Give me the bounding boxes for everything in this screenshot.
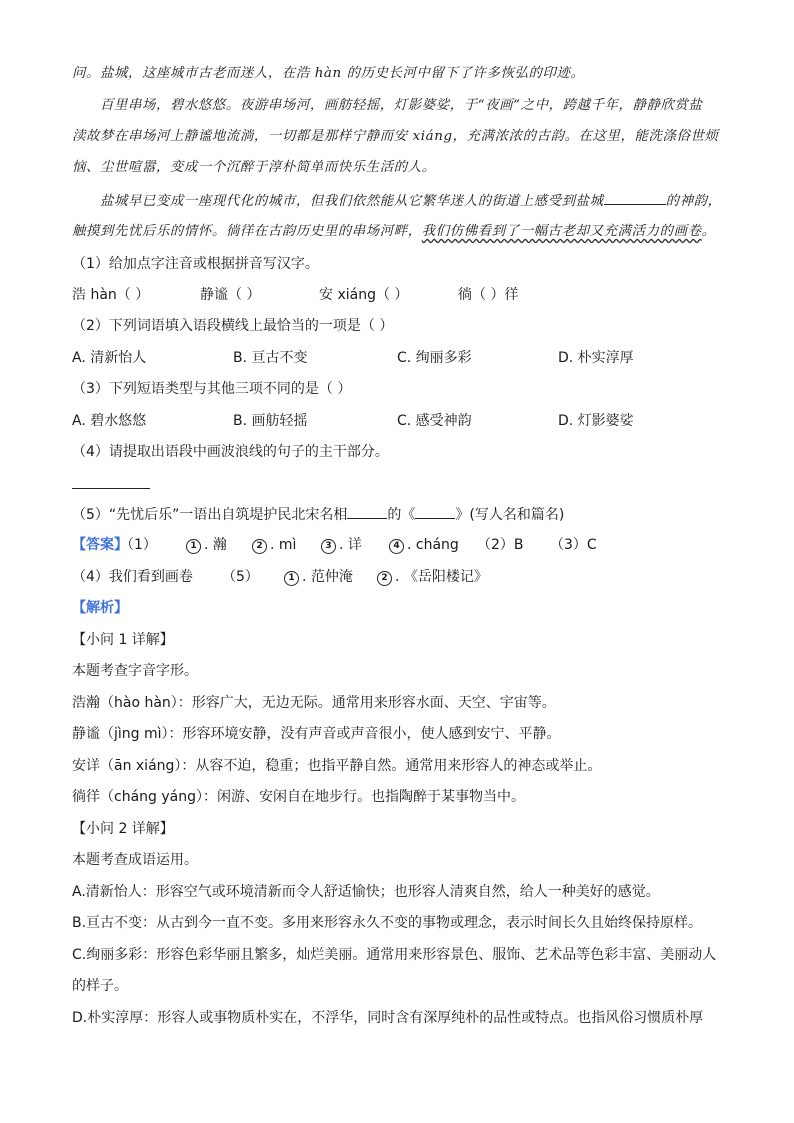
answer-q5-1 (284, 567, 353, 587)
q2-option-b: B. 亘古不变 (233, 350, 308, 366)
answer-text: . 详 (339, 537, 362, 553)
analysis-line: 静谧（jìng mì）：形容环境安静，没有声音或声音很小，使人感到安宁、平静。 (72, 726, 561, 742)
q5-text: 》(写人名和篇名) (455, 507, 565, 523)
answer-label: 【答案】 (72, 537, 128, 553)
answer-text: . 《岳阳楼记》 (395, 569, 488, 585)
question-5-stem (72, 504, 722, 525)
analysis-line: B.亘古不变：从古到今一直不变。多用来形容永久不变的事物或理念，表示时间长久且始终保持原样。 (72, 915, 703, 931)
q1-item: 浩 hàn（ ） (72, 287, 150, 303)
question-4-stem: （4）请提取出语段中画波浪线的句子的主干部分。 (72, 444, 389, 460)
analysis-label: 【解析】 (72, 600, 128, 616)
section-title: 【小问 1 详解】 (72, 632, 174, 648)
answer-line (72, 488, 150, 489)
circled-number: 1 (284, 571, 299, 586)
question-2-stem: （2）下列词语填入语段横线上最恰当的一项是（ ） (72, 318, 394, 334)
answer-q1-4 (389, 535, 459, 555)
fill-blank (347, 504, 387, 519)
answer-q1-1 (186, 535, 227, 555)
passage-line (72, 222, 722, 242)
answer-q1-2 (252, 535, 296, 555)
answer-text: . 瀚 (204, 537, 227, 553)
passage-text: 盐城早已变成一座现代化的城市，但我们依然能从它繁华迷人的街道上感受到盐城 (100, 194, 604, 209)
q2-option-d: D. 朴实淳厚 (558, 350, 634, 366)
wavy-underlined-sentence: 我们仿佛看到了一幅古老却又充满活力的画卷 (421, 224, 702, 239)
q3-option-b: B. 画舫轻摇 (233, 413, 308, 429)
section-intro: 本题考查字音字形。 (72, 663, 198, 679)
fill-blank (415, 504, 455, 519)
passage-line: 问。盐城，这座城市古老而迷人，在浩 hàn 的历史长河中留下了许多恢弘的印迹。 (72, 66, 585, 81)
circled-number: 2 (377, 571, 392, 586)
passage-text: 触摸到先忧后乐的情怀。徜徉在古韵历史里的串场河畔， (72, 224, 422, 239)
q3-option-c: C. 感受神韵 (397, 413, 472, 429)
q5-text: （5）“先忧后乐”一语出自筑堤护民北宋名相 (72, 507, 348, 523)
analysis-line: 浩瀚（hào hàn）：形容广大，无边无际。通常用来形容水面、天空、宇宙等。 (72, 695, 556, 711)
question-3-stem: （3）下列短语类型与其他三项不同的是（ ） (72, 381, 352, 397)
q3-option-d: D. 灯影婆娑 (558, 413, 634, 429)
passage-line: 百里串场，碧水悠悠。夜游串场河，画舫轻摇，灯影婆娑，于“夜画”之中，跨越千年，静静欣赏盐 (100, 98, 703, 113)
fill-blank (604, 190, 666, 205)
analysis-line: 徜徉（cháng yáng）：闲游、安闲自在地步行。也指陶醉于某事物当中。 (72, 789, 525, 805)
passage-line (100, 190, 722, 212)
passage-text: 的神韵， (665, 194, 722, 209)
answer-q1-3 (321, 535, 362, 555)
analysis-line: 的样子。 (72, 978, 128, 994)
answer-q3: （3）C (550, 537, 597, 553)
answer-q4: （4）我们看到画卷 (72, 569, 193, 585)
passage-line: 恼、尘世喧嚣，变成一个沉醉于淳朴简单而快乐生活的人。 (72, 160, 436, 175)
analysis-line: A.清新怡人：形容空气或环境清新而令人舒适愉快；也形容人清爽自然，给人一种美好的感觉。 (72, 884, 660, 900)
answer-q5-2 (377, 567, 488, 587)
q5-text: 的《 (387, 507, 416, 523)
answer-q5-label: （5） (222, 569, 259, 585)
circled-number: 2 (252, 539, 267, 554)
circled-number: 3 (321, 539, 336, 554)
answer-text: . 范仲淹 (302, 569, 353, 585)
answer-q1-label: （1） (120, 537, 157, 553)
answer-q2: （2）B (477, 537, 524, 553)
q1-item: 徜（ ）徉 (458, 287, 519, 303)
q1-item: 静谧（ ） (200, 287, 261, 303)
circled-number: 1 (186, 539, 201, 554)
analysis-line: D.朴实淳厚：形容人或事物质朴实在，不浮华，同时含有深厚纯朴的品性或特点。也指风俗习惯质朴厚 (72, 1010, 704, 1026)
section-title: 【小问 2 详解】 (72, 821, 174, 837)
section-intro: 本题考查成语运用。 (72, 852, 198, 868)
passage-text: 。 (701, 224, 716, 239)
passage-line: 渎故梦在串场河上静谧地流淌，一切都是那样宁静而安 xiáng，充满浓浓的古韵。在这里，能洗涤俗世烦 (72, 129, 719, 144)
circled-number: 4 (389, 539, 404, 554)
answer-text: . cháng (407, 537, 459, 553)
q2-option-c: C. 绚丽多彩 (397, 350, 472, 366)
analysis-line: C.绚丽多彩：形容色彩华丽且繁多，灿烂美丽。通常用来形容景色、服饰、艺术品等色彩丰富、美丽动人 (72, 947, 717, 963)
q1-item: 安 xiáng（ ） (319, 287, 409, 303)
question-1-stem: （1）给加点字注音或根据拼音写汉字。 (72, 256, 319, 272)
q3-option-a: A. 碧水悠悠 (72, 413, 147, 429)
analysis-line: 安详（ān xiáng）：从容不迫，稳重；也指平静自然。通常用来形容人的神态或举止。 (72, 758, 602, 774)
q2-option-a: A. 清新怡人 (72, 350, 147, 366)
answer-text: . mì (270, 537, 297, 553)
